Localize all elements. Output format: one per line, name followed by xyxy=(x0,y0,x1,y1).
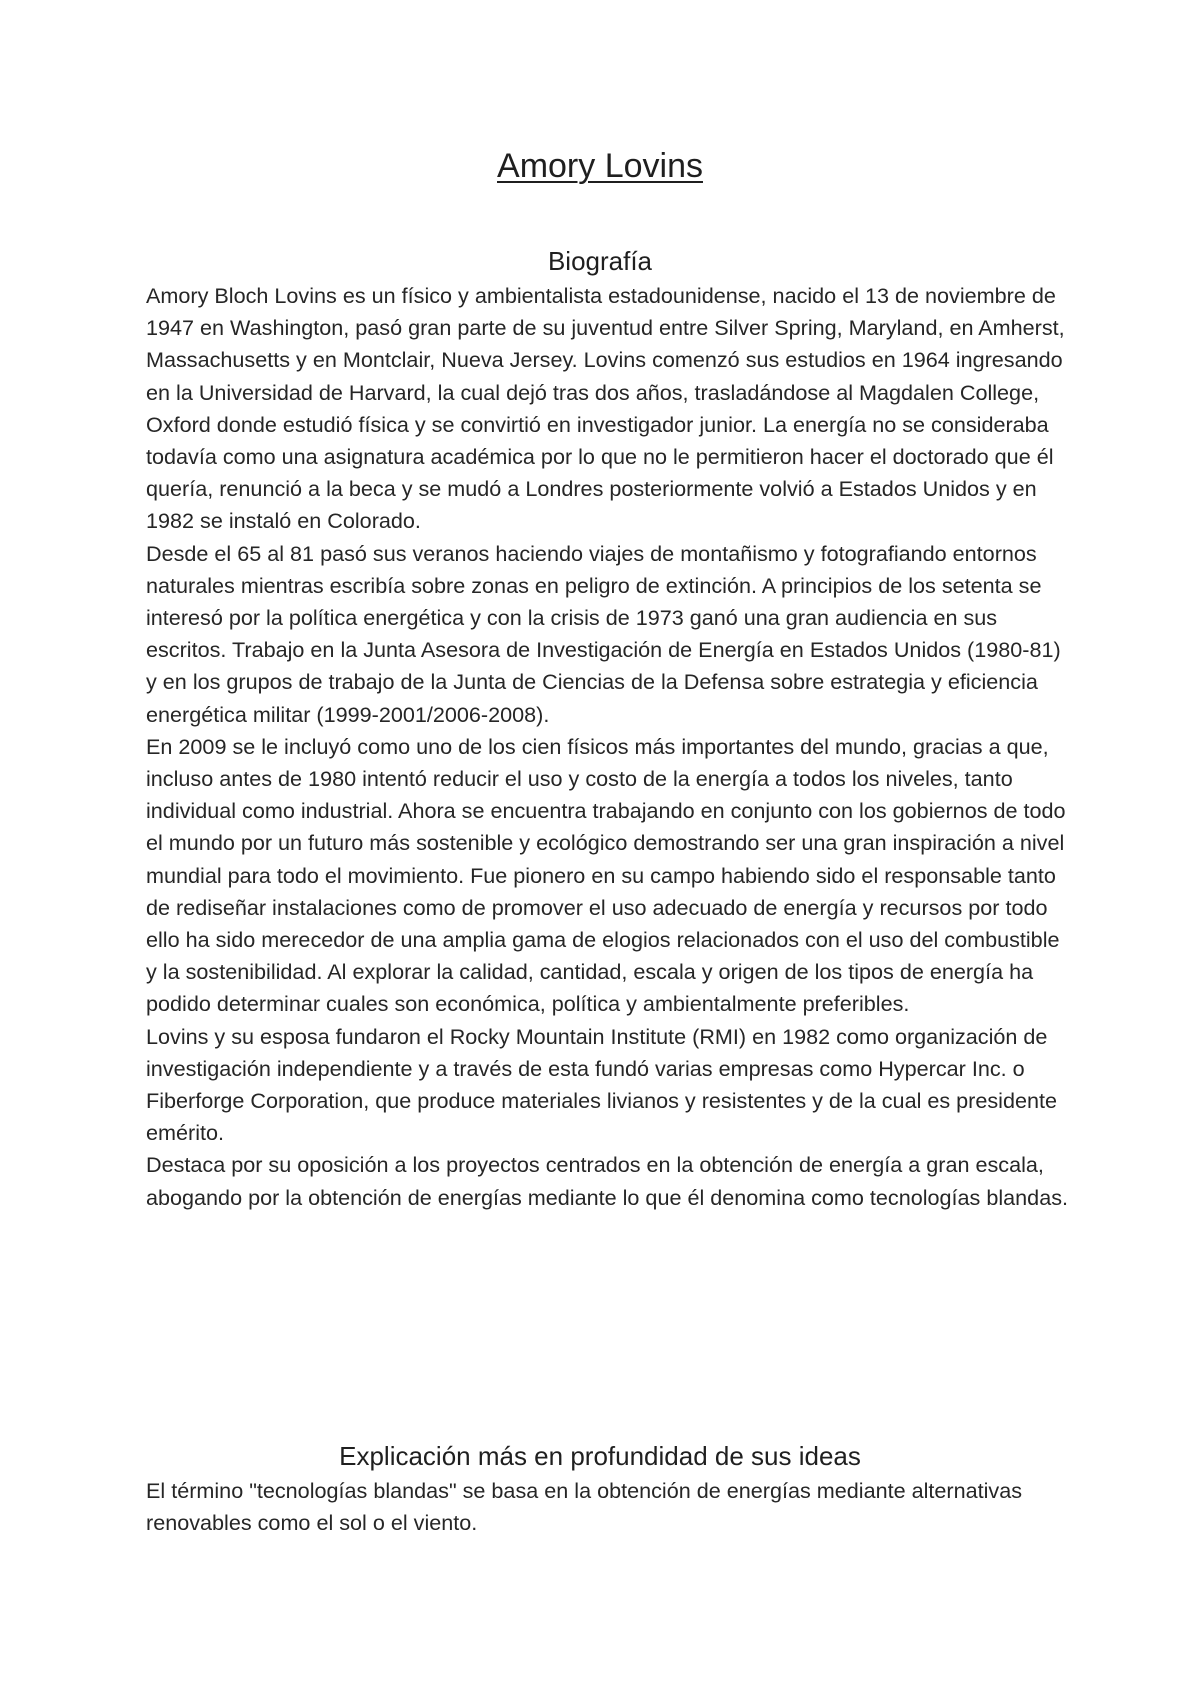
section-body-ideas xyxy=(146,1475,1071,1539)
section-body-biografia xyxy=(146,280,1071,1214)
paragraph: El término "tecnologías blandas" se basa en la obtención de energías mediante alternativas renovables como el sol o el viento. xyxy=(146,1478,1023,1536)
paragraph: Destaca por su oposición a los proyectos centrados en la obtención de energía a gran escala, abogando por la obtención de energías mediante lo que él denomina como tecnologías blandas. xyxy=(146,1152,1068,1210)
paragraph: Desde el 65 al 81 pasó sus veranos haciendo viajes de montañismo y fotografiando entornos naturales mientras escribía sobre zonas en peligro de extinción. A principios de los setenta se interesó por la política energética y con la crisis de 1973 ganó una gran audiencia en sus escritos. Trabajo en la Junta Asesora de Investigación de Energía en Estados Unidos (1980-81) y en los grupos de trabajo de la Junta de Ciencias de la Defensa sobre estrategia y eficiencia energética militar (1999-2001/2006-2008). xyxy=(146,540,1061,727)
paragraph: Amory Bloch Lovins es un físico y ambientalista estadounidense, nacido el 13 de noviembre de 1947 en Washington, pasó gran parte de su juventud entre Silver Spring, Maryland, en Amherst, Massachusetts y en Montclair, Nueva Jersey. Lovins comenzó sus estudios en 1964 ingresando en la Universidad de Harvard, la cual dejó tras dos años, trasladándose al Magdalen College, Oxford donde estudió física y se convirtió en investigador junior. La energía no se consideraba todavía como una asignatura académica por lo que no le permitieron hacer el doctorado que él quería, renunció a la beca y se mudó a Londres posteriormente volvió a Estados Unidos y en 1982 se instaló en Colorado. xyxy=(146,283,1065,534)
paragraph: Lovins y su esposa fundaron el Rocky Mountain Institute (RMI) en 1982 como organización de investigación independiente y a través de esta fundó varias empresas como Hypercar Inc. o Fiberforge Corporation, que produce materiales livianos y resistentes y de la cual es presidente emérito. xyxy=(146,1023,1058,1146)
document-title: Amory Lovins xyxy=(497,147,703,185)
section-heading-ideas: Explicación más en profundidad de sus ideas xyxy=(339,1441,861,1471)
paragraph: En 2009 se le incluyó como uno de los cien físicos más importantes del mundo, gracias a que, incluso antes de 1980 intentó reducir el uso y costo de la energía a todos los niveles, tanto individual como industrial. Ahora se encuentra trabajando en conjunto con los gobiernos de todo el mundo por un futuro más sostenible y ecológico demostrando ser una gran inspiración a nivel mundial para todo el movimiento. Fue pionero en su campo habiendo sido el responsable tanto de rediseñar instalaciones como de promover el uso adecuado de energía y recursos por todo ello ha sido merecedor de una amplia gama de elogios relacionados con el uso del combustible y la sostenibilidad. Al explorar la calidad, cantidad, escala y origen de los tipos de energía ha podido determinar cuales son económica, política y ambientalmente preferibles. xyxy=(146,733,1066,1017)
section-heading-biografia: Biografía xyxy=(547,246,653,276)
